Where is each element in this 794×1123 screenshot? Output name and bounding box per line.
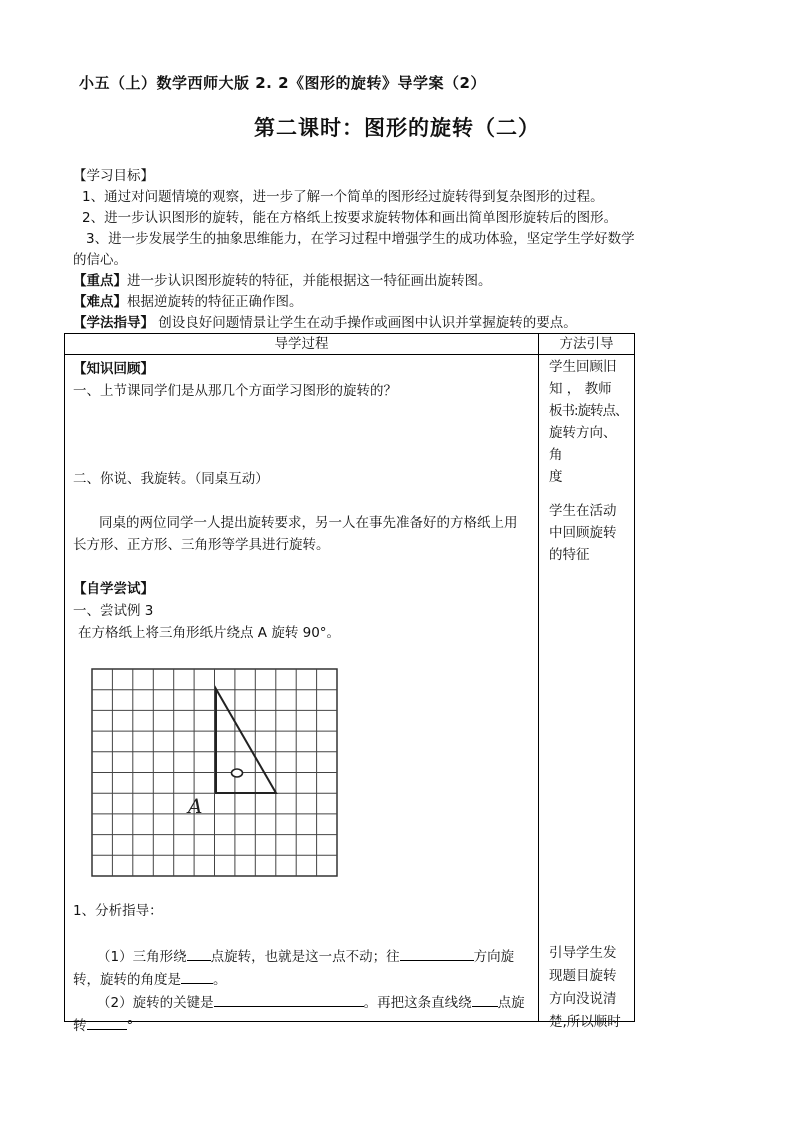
side-note-2-line-1: 学生在活动 — [549, 503, 617, 519]
q1-text-e: 。 — [213, 972, 227, 988]
grid-figure — [90, 667, 340, 883]
review-q2-body-2: 长方形、正方形、三角形等学具进行旋转。 — [73, 537, 330, 553]
method-guidance — [73, 313, 733, 334]
objective-3-cont: 的信心。 — [73, 252, 127, 268]
objective-2: 2、进一步认识图形的旋转，能在方格纸上按要求旋转物体和画出简单图形旋转后的图形。 — [82, 210, 618, 226]
method-text: 创设良好问题情景让学生在动手操作或画图中认识并掌握旋转的要点。 — [154, 315, 577, 331]
guide-table — [64, 333, 635, 1034]
q2-text-a: （2）旋转的关键是 — [97, 995, 214, 1011]
triangle-hole-circle — [232, 769, 243, 777]
key-point-label: 【重点】 — [73, 273, 127, 289]
side-note-1-line-2: 知 ， 教师 — [549, 381, 612, 397]
grid-lines — [92, 669, 337, 876]
q2-text-d: 转 — [73, 1018, 87, 1034]
side-note-1-line-3: 板书:旋转点、 — [549, 403, 628, 419]
review-q2-body-1: 同桌的两位同学一人提出旋转要求，另一人在事先准备好的方格纸上用 — [99, 515, 518, 531]
q2-blank-3[interactable] — [87, 1015, 127, 1030]
q1-text-b: 点旋转，也就是这一点不动；往 — [210, 949, 400, 965]
q2-text-e: ° — [126, 1018, 134, 1034]
review-heading: 【知识回顾】 — [73, 361, 154, 377]
try-heading: 【自学尝试】 — [73, 581, 154, 597]
q1-text-a: （1）三角形绕 — [97, 949, 187, 965]
q1-text-d: 转，旋转的角度是 — [73, 972, 181, 988]
q1-blank-3[interactable] — [181, 969, 213, 984]
objective-3: 3、进一步发展学生的抽象思维能力，在学习过程中增强学生的成功体验，坚定学生学好数学 — [86, 231, 635, 247]
q1-blank-2[interactable] — [400, 946, 474, 961]
difficulty-label: 【难点】 — [73, 294, 127, 310]
process-cell — [65, 355, 539, 1034]
point-a-label: A — [188, 794, 203, 818]
triangle-shape — [216, 689, 276, 793]
difficulty-point — [73, 292, 733, 313]
objectives-heading: 【学习目标】 — [73, 168, 154, 184]
header-method: 方法引导 — [539, 334, 635, 355]
side-note-3-line-4: 楚,所以顺时 — [549, 1014, 621, 1030]
method-label: 【学法指导】 — [73, 315, 154, 331]
document-title: 小五（上）数学西师大版 2. 2《图形的旋转》导学案（2） — [79, 74, 486, 92]
q2-blank-1[interactable] — [214, 992, 364, 1007]
analysis-question-1 — [73, 946, 538, 969]
table-body-row — [65, 355, 635, 1022]
q1-text-c: 方向旋 — [473, 949, 515, 965]
key-point-text: 进一步认识图形旋转的特征，并能根据这一特征画出旋转图。 — [127, 273, 492, 289]
side-note-2-line-3: 的特征 — [549, 547, 590, 563]
analysis-heading: 1、分析指导： — [73, 903, 163, 919]
analysis-question-1-cont — [73, 969, 538, 992]
difficulty-text: 根据逆旋转的特征正确作图。 — [127, 294, 303, 310]
rotation-grid — [90, 667, 340, 879]
side-note-3-line-2: 现题目旋转 — [549, 968, 617, 984]
header-process: 导学过程 — [65, 334, 539, 355]
q2-blank-2[interactable] — [472, 992, 498, 1007]
side-note-1-line-5: 度 — [549, 469, 563, 485]
q2-text-b: 。再把这条直线绕 — [363, 995, 472, 1011]
q2-text-c: 点旋 — [497, 995, 525, 1011]
review-question-2: 二、你说、我旋转。（同桌互动） — [73, 471, 269, 487]
q1-blank-1[interactable] — [187, 946, 211, 961]
side-note-2-line-2: 中回顾旋转 — [549, 525, 617, 541]
side-note-3-line-1: 引导学生发 — [549, 945, 617, 961]
objectives-section — [73, 166, 733, 334]
analysis-question-2 — [73, 992, 538, 1015]
lesson-title: 第二课时：图形的旋转（二） — [254, 116, 540, 140]
table-header-row — [65, 334, 635, 355]
method-cell — [539, 355, 635, 1030]
side-note-1-line-1: 学生回顾旧 — [549, 359, 617, 375]
analysis-question-2-cont — [73, 1015, 538, 1038]
key-point — [73, 271, 733, 292]
side-note-3-line-3: 方向没说清 — [549, 991, 617, 1007]
side-note-1-line-4: 旋转方向、角 — [549, 425, 617, 463]
objective-1: 1、通过对问题情境的观察，进一步了解一个简单的图形经过旋转得到复杂图形的过程。 — [82, 189, 604, 205]
try-body: 在方格纸上将三角形纸片绕点 A 旋转 90°。 — [78, 625, 341, 641]
try-item: 一、尝试例 3 — [73, 603, 154, 619]
review-question-1: 一、上节课同学们是从那几个方面学习图形的旋转的？ — [73, 383, 397, 399]
